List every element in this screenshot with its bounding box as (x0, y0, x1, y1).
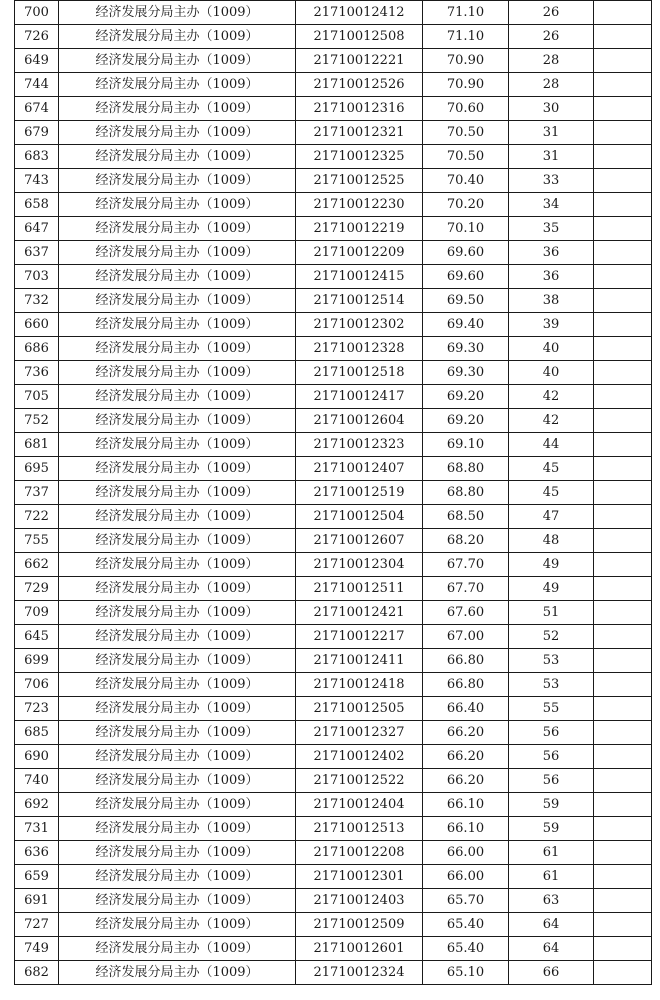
rank-cell: 61 (509, 865, 594, 889)
note-cell (594, 745, 652, 769)
table-row (15, 961, 652, 985)
table-row (15, 409, 652, 433)
serial-number-cell: 729 (15, 577, 59, 601)
exam-id-cell: 21710012323 (296, 433, 423, 457)
serial-number-cell: 736 (15, 361, 59, 385)
serial-number-cell: 699 (15, 649, 59, 673)
table-row (15, 721, 652, 745)
unit-cell: 经济发展分局主办（1009） (59, 529, 296, 553)
serial-number-cell: 645 (15, 625, 59, 649)
note-cell (594, 313, 652, 337)
score-cell: 70.90 (423, 73, 509, 97)
score-cell: 69.60 (423, 241, 509, 265)
note-cell (594, 337, 652, 361)
note-cell (594, 385, 652, 409)
exam-id-cell: 21710012328 (296, 337, 423, 361)
table-row (15, 817, 652, 841)
score-cell: 66.40 (423, 697, 509, 721)
table-row (15, 577, 652, 601)
serial-number-cell: 637 (15, 241, 59, 265)
exam-id-cell: 21710012302 (296, 313, 423, 337)
table-row (15, 913, 652, 937)
rank-cell: 42 (509, 385, 594, 409)
serial-number-cell: 679 (15, 121, 59, 145)
unit-cell: 经济发展分局主办（1009） (59, 889, 296, 913)
exam-id-cell: 21710012404 (296, 793, 423, 817)
note-cell (594, 289, 652, 313)
score-cell: 70.10 (423, 217, 509, 241)
table-row (15, 169, 652, 193)
table-row (15, 457, 652, 481)
exam-id-cell: 21710012505 (296, 697, 423, 721)
exam-id-cell: 21710012421 (296, 601, 423, 625)
note-cell (594, 577, 652, 601)
rank-cell: 28 (509, 73, 594, 97)
unit-cell: 经济发展分局主办（1009） (59, 577, 296, 601)
unit-cell: 经济发展分局主办（1009） (59, 265, 296, 289)
score-cell: 65.70 (423, 889, 509, 913)
note-cell (594, 25, 652, 49)
note-cell (594, 121, 652, 145)
table-row (15, 217, 652, 241)
table-row (15, 145, 652, 169)
note-cell (594, 361, 652, 385)
exam-id-cell: 21710012415 (296, 265, 423, 289)
rank-cell: 40 (509, 337, 594, 361)
unit-cell: 经济发展分局主办（1009） (59, 937, 296, 961)
score-cell: 69.10 (423, 433, 509, 457)
rank-cell: 64 (509, 937, 594, 961)
table-row (15, 529, 652, 553)
table-row (15, 1, 652, 25)
serial-number-cell: 732 (15, 289, 59, 313)
rank-cell: 33 (509, 169, 594, 193)
rank-cell: 45 (509, 457, 594, 481)
rank-cell: 45 (509, 481, 594, 505)
exam-id-cell: 21710012525 (296, 169, 423, 193)
rank-cell: 52 (509, 625, 594, 649)
serial-number-cell: 709 (15, 601, 59, 625)
rank-cell: 47 (509, 505, 594, 529)
exam-id-cell: 21710012511 (296, 577, 423, 601)
score-cell: 69.30 (423, 361, 509, 385)
unit-cell: 经济发展分局主办（1009） (59, 601, 296, 625)
table-row (15, 793, 652, 817)
exam-id-cell: 21710012418 (296, 673, 423, 697)
score-cell: 65.40 (423, 913, 509, 937)
exam-id-cell: 21710012321 (296, 121, 423, 145)
unit-cell: 经济发展分局主办（1009） (59, 73, 296, 97)
note-cell (594, 481, 652, 505)
serial-number-cell: 740 (15, 769, 59, 793)
serial-number-cell: 662 (15, 553, 59, 577)
serial-number-cell: 686 (15, 337, 59, 361)
note-cell (594, 241, 652, 265)
score-table-body (15, 1, 652, 985)
rank-cell: 34 (509, 193, 594, 217)
unit-cell: 经济发展分局主办（1009） (59, 625, 296, 649)
table-row (15, 889, 652, 913)
score-cell: 67.70 (423, 553, 509, 577)
note-cell (594, 145, 652, 169)
unit-cell: 经济发展分局主办（1009） (59, 649, 296, 673)
unit-cell: 经济发展分局主办（1009） (59, 193, 296, 217)
table-row (15, 625, 652, 649)
score-cell: 71.10 (423, 1, 509, 25)
serial-number-cell: 692 (15, 793, 59, 817)
score-cell: 68.20 (423, 529, 509, 553)
table-row (15, 553, 652, 577)
serial-number-cell: 726 (15, 25, 59, 49)
serial-number-cell: 755 (15, 529, 59, 553)
unit-cell: 经济发展分局主办（1009） (59, 25, 296, 49)
exam-id-cell: 21710012403 (296, 889, 423, 913)
table-row (15, 289, 652, 313)
exam-id-cell: 21710012514 (296, 289, 423, 313)
table-row (15, 481, 652, 505)
rank-cell: 56 (509, 721, 594, 745)
score-cell: 67.70 (423, 577, 509, 601)
exam-id-cell: 21710012304 (296, 553, 423, 577)
score-cell: 69.40 (423, 313, 509, 337)
serial-number-cell: 706 (15, 673, 59, 697)
note-cell (594, 817, 652, 841)
exam-id-cell: 21710012209 (296, 241, 423, 265)
note-cell (594, 97, 652, 121)
serial-number-cell: 744 (15, 73, 59, 97)
exam-id-cell: 21710012604 (296, 409, 423, 433)
serial-number-cell: 703 (15, 265, 59, 289)
table-row (15, 361, 652, 385)
score-cell: 66.20 (423, 745, 509, 769)
rank-cell: 63 (509, 889, 594, 913)
rank-cell: 66 (509, 961, 594, 985)
table-row (15, 25, 652, 49)
rank-cell: 49 (509, 577, 594, 601)
unit-cell: 经济发展分局主办（1009） (59, 337, 296, 361)
table-row (15, 241, 652, 265)
score-cell: 70.50 (423, 145, 509, 169)
serial-number-cell: 749 (15, 937, 59, 961)
score-cell: 70.60 (423, 97, 509, 121)
note-cell (594, 601, 652, 625)
exam-id-cell: 21710012508 (296, 25, 423, 49)
serial-number-cell: 659 (15, 865, 59, 889)
exam-id-cell: 21710012504 (296, 505, 423, 529)
unit-cell: 经济发展分局主办（1009） (59, 865, 296, 889)
unit-cell: 经济发展分局主办（1009） (59, 961, 296, 985)
unit-cell: 经济发展分局主办（1009） (59, 1, 296, 25)
unit-cell: 经济发展分局主办（1009） (59, 745, 296, 769)
serial-number-cell: 695 (15, 457, 59, 481)
exam-id-cell: 21710012412 (296, 1, 423, 25)
rank-cell: 64 (509, 913, 594, 937)
rank-cell: 61 (509, 841, 594, 865)
unit-cell: 经济发展分局主办（1009） (59, 241, 296, 265)
score-cell: 70.90 (423, 49, 509, 73)
unit-cell: 经济发展分局主办（1009） (59, 769, 296, 793)
note-cell (594, 1, 652, 25)
table-row (15, 937, 652, 961)
score-cell: 66.00 (423, 841, 509, 865)
serial-number-cell: 683 (15, 145, 59, 169)
exam-id-cell: 21710012601 (296, 937, 423, 961)
unit-cell: 经济发展分局主办（1009） (59, 793, 296, 817)
note-cell (594, 433, 652, 457)
rank-cell: 59 (509, 817, 594, 841)
serial-number-cell: 727 (15, 913, 59, 937)
rank-cell: 36 (509, 241, 594, 265)
rank-cell: 26 (509, 1, 594, 25)
unit-cell: 经济发展分局主办（1009） (59, 145, 296, 169)
rank-cell: 36 (509, 265, 594, 289)
score-cell: 70.20 (423, 193, 509, 217)
note-cell (594, 529, 652, 553)
table-row (15, 433, 652, 457)
table-row (15, 697, 652, 721)
exam-id-cell: 21710012217 (296, 625, 423, 649)
rank-cell: 39 (509, 313, 594, 337)
exam-id-cell: 21710012519 (296, 481, 423, 505)
exam-id-cell: 21710012522 (296, 769, 423, 793)
score-cell: 67.00 (423, 625, 509, 649)
score-cell: 69.30 (423, 337, 509, 361)
rank-cell: 26 (509, 25, 594, 49)
exam-id-cell: 21710012607 (296, 529, 423, 553)
serial-number-cell: 752 (15, 409, 59, 433)
score-cell: 69.60 (423, 265, 509, 289)
score-cell: 65.40 (423, 937, 509, 961)
exam-id-cell: 21710012208 (296, 841, 423, 865)
note-cell (594, 769, 652, 793)
table-row (15, 673, 652, 697)
exam-id-cell: 21710012407 (296, 457, 423, 481)
exam-id-cell: 21710012526 (296, 73, 423, 97)
exam-id-cell: 21710012324 (296, 961, 423, 985)
rank-cell: 30 (509, 97, 594, 121)
score-cell: 66.10 (423, 793, 509, 817)
unit-cell: 经济发展分局主办（1009） (59, 49, 296, 73)
note-cell (594, 193, 652, 217)
exam-id-cell: 21710012316 (296, 97, 423, 121)
rank-cell: 44 (509, 433, 594, 457)
score-cell: 67.60 (423, 601, 509, 625)
unit-cell: 经济发展分局主办（1009） (59, 697, 296, 721)
exam-id-cell: 21710012518 (296, 361, 423, 385)
score-cell: 66.20 (423, 721, 509, 745)
table-row (15, 601, 652, 625)
unit-cell: 经济发展分局主办（1009） (59, 505, 296, 529)
serial-number-cell: 649 (15, 49, 59, 73)
serial-number-cell: 705 (15, 385, 59, 409)
serial-number-cell: 731 (15, 817, 59, 841)
note-cell (594, 457, 652, 481)
note-cell (594, 937, 652, 961)
serial-number-cell: 674 (15, 97, 59, 121)
rank-cell: 35 (509, 217, 594, 241)
note-cell (594, 961, 652, 985)
score-cell: 69.50 (423, 289, 509, 313)
score-cell: 65.10 (423, 961, 509, 985)
unit-cell: 经济发展分局主办（1009） (59, 433, 296, 457)
note-cell (594, 73, 652, 97)
rank-cell: 40 (509, 361, 594, 385)
exam-id-cell: 21710012219 (296, 217, 423, 241)
table-row (15, 505, 652, 529)
table-row (15, 745, 652, 769)
table-row (15, 865, 652, 889)
unit-cell: 经济发展分局主办（1009） (59, 457, 296, 481)
rank-cell: 48 (509, 529, 594, 553)
unit-cell: 经济发展分局主办（1009） (59, 289, 296, 313)
rank-cell: 42 (509, 409, 594, 433)
score-table (14, 0, 652, 985)
serial-number-cell: 723 (15, 697, 59, 721)
rank-cell: 28 (509, 49, 594, 73)
rank-cell: 59 (509, 793, 594, 817)
unit-cell: 经济发展分局主办（1009） (59, 361, 296, 385)
rank-cell: 31 (509, 121, 594, 145)
exam-id-cell: 21710012230 (296, 193, 423, 217)
note-cell (594, 169, 652, 193)
rank-cell: 53 (509, 649, 594, 673)
exam-id-cell: 21710012301 (296, 865, 423, 889)
serial-number-cell: 647 (15, 217, 59, 241)
table-row (15, 769, 652, 793)
exam-id-cell: 21710012417 (296, 385, 423, 409)
score-cell: 69.20 (423, 385, 509, 409)
table-row (15, 73, 652, 97)
table-row (15, 385, 652, 409)
exam-id-cell: 21710012221 (296, 49, 423, 73)
score-cell: 68.80 (423, 457, 509, 481)
rank-cell: 49 (509, 553, 594, 577)
serial-number-cell: 700 (15, 1, 59, 25)
score-cell: 71.10 (423, 25, 509, 49)
unit-cell: 经济发展分局主办（1009） (59, 217, 296, 241)
serial-number-cell: 743 (15, 169, 59, 193)
note-cell (594, 865, 652, 889)
score-cell: 68.80 (423, 481, 509, 505)
note-cell (594, 625, 652, 649)
exam-id-cell: 21710012402 (296, 745, 423, 769)
rank-cell: 31 (509, 145, 594, 169)
serial-number-cell: 685 (15, 721, 59, 745)
rank-cell: 51 (509, 601, 594, 625)
exam-id-cell: 21710012327 (296, 721, 423, 745)
exam-id-cell: 21710012509 (296, 913, 423, 937)
note-cell (594, 673, 652, 697)
note-cell (594, 553, 652, 577)
note-cell (594, 889, 652, 913)
note-cell (594, 697, 652, 721)
note-cell (594, 649, 652, 673)
serial-number-cell: 658 (15, 193, 59, 217)
note-cell (594, 505, 652, 529)
score-cell: 66.80 (423, 649, 509, 673)
serial-number-cell: 691 (15, 889, 59, 913)
serial-number-cell: 660 (15, 313, 59, 337)
rank-cell: 56 (509, 769, 594, 793)
unit-cell: 经济发展分局主办（1009） (59, 913, 296, 937)
serial-number-cell: 682 (15, 961, 59, 985)
table-row (15, 649, 652, 673)
table-row (15, 265, 652, 289)
score-cell: 70.40 (423, 169, 509, 193)
unit-cell: 经济发展分局主办（1009） (59, 721, 296, 745)
unit-cell: 经济发展分局主办（1009） (59, 817, 296, 841)
unit-cell: 经济发展分局主办（1009） (59, 409, 296, 433)
note-cell (594, 217, 652, 241)
score-sheet (14, 0, 651, 985)
score-cell: 66.20 (423, 769, 509, 793)
unit-cell: 经济发展分局主办（1009） (59, 313, 296, 337)
unit-cell: 经济发展分局主办（1009） (59, 553, 296, 577)
score-cell: 66.80 (423, 673, 509, 697)
note-cell (594, 265, 652, 289)
unit-cell: 经济发展分局主办（1009） (59, 481, 296, 505)
exam-id-cell: 21710012513 (296, 817, 423, 841)
unit-cell: 经济发展分局主办（1009） (59, 169, 296, 193)
unit-cell: 经济发展分局主办（1009） (59, 121, 296, 145)
table-row (15, 841, 652, 865)
serial-number-cell: 681 (15, 433, 59, 457)
table-row (15, 193, 652, 217)
table-row (15, 97, 652, 121)
rank-cell: 56 (509, 745, 594, 769)
score-cell: 66.00 (423, 865, 509, 889)
exam-id-cell: 21710012411 (296, 649, 423, 673)
serial-number-cell: 737 (15, 481, 59, 505)
score-cell: 69.20 (423, 409, 509, 433)
rank-cell: 53 (509, 673, 594, 697)
score-cell: 68.50 (423, 505, 509, 529)
exam-id-cell: 21710012325 (296, 145, 423, 169)
table-row (15, 313, 652, 337)
table-row (15, 49, 652, 73)
note-cell (594, 841, 652, 865)
rank-cell: 55 (509, 697, 594, 721)
score-cell: 66.10 (423, 817, 509, 841)
serial-number-cell: 690 (15, 745, 59, 769)
unit-cell: 经济发展分局主办（1009） (59, 97, 296, 121)
note-cell (594, 409, 652, 433)
note-cell (594, 913, 652, 937)
table-row (15, 337, 652, 361)
note-cell (594, 49, 652, 73)
note-cell (594, 721, 652, 745)
unit-cell: 经济发展分局主办（1009） (59, 385, 296, 409)
table-row (15, 121, 652, 145)
rank-cell: 38 (509, 289, 594, 313)
note-cell (594, 793, 652, 817)
unit-cell: 经济发展分局主办（1009） (59, 673, 296, 697)
serial-number-cell: 636 (15, 841, 59, 865)
score-cell: 70.50 (423, 121, 509, 145)
unit-cell: 经济发展分局主办（1009） (59, 841, 296, 865)
serial-number-cell: 722 (15, 505, 59, 529)
